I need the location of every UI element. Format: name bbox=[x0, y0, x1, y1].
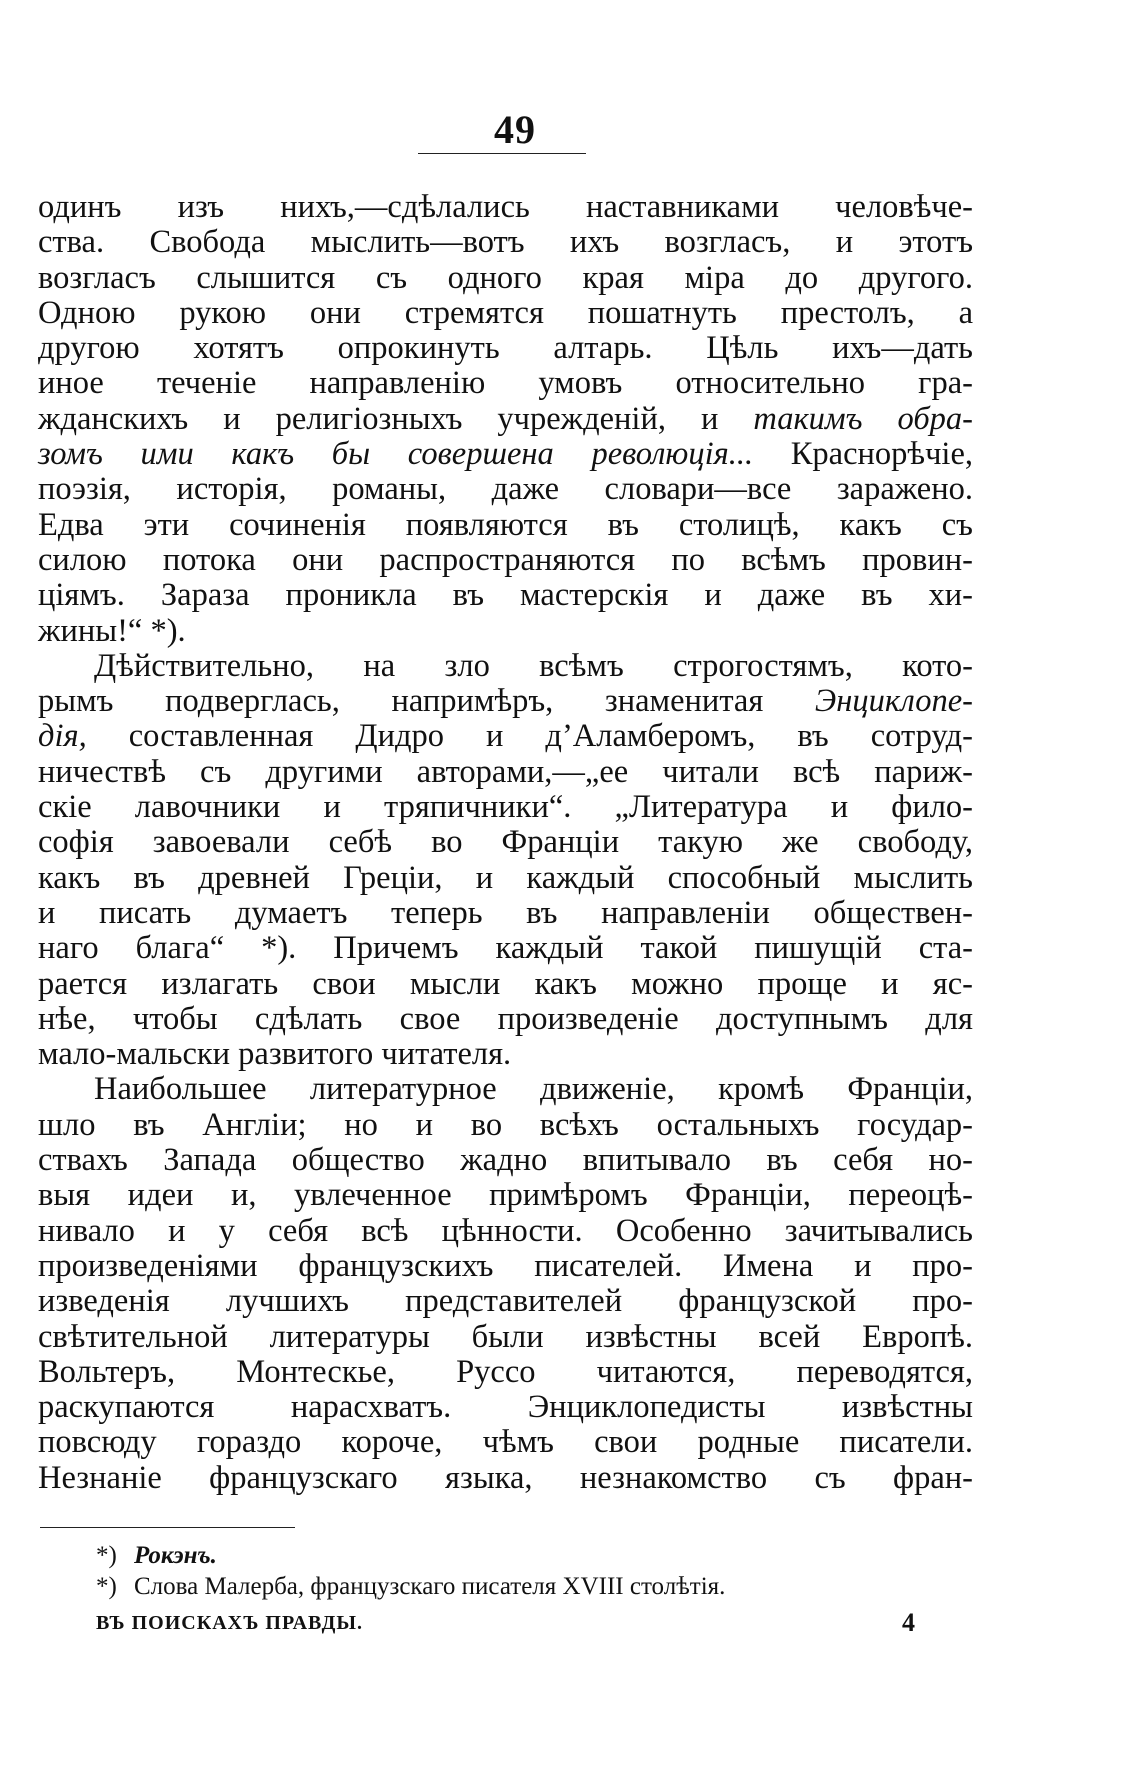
text-line: нѣе, чтобы сдѣлать свое произведеніе доступнымъ для bbox=[38, 1000, 973, 1037]
text-line: скіе лавочники и тряпичники“. „Литература и фило- bbox=[38, 789, 973, 826]
italic-text-fragment: Энциклопе- bbox=[814, 683, 973, 720]
text-line: Незнаніе французскаго языка, незнакомство съ фран- bbox=[38, 1459, 973, 1496]
text-line: шло въ Англіи; но и во всѣхъ остальныхъ государ- bbox=[38, 1106, 973, 1143]
text-line: Дѣйствительно, на зло всѣмъ строгостямъ, кото- bbox=[94, 647, 973, 684]
text-line: ствахъ Запада общество жадно впитывало въ себя но- bbox=[38, 1142, 973, 1179]
page-number-rule bbox=[418, 153, 586, 154]
text-line: Вольтеръ, Монтескье, Руссо читаются, переводятся, bbox=[38, 1353, 973, 1390]
italic-text-fragment: такимъ обра- bbox=[753, 400, 973, 437]
text-line: ства. Свобода мыслить—вотъ ихъ возгласъ, и этотъ bbox=[38, 224, 973, 261]
body-text bbox=[38, 190, 973, 1496]
text-fragment: рымъ подверглась, напримѣръ, знаменитая bbox=[38, 683, 815, 720]
text-line: какъ въ древней Греціи, и каждый способный мыслить bbox=[38, 859, 973, 896]
text-line bbox=[38, 437, 973, 472]
footnotes bbox=[96, 1540, 956, 1602]
text-line: рается излагать свои мысли какъ можно проще и яс- bbox=[38, 965, 973, 1002]
text-line: и писать думаетъ теперь въ направленіи обществен- bbox=[38, 894, 973, 931]
text-fragment: составленная Дидро и д’Аламберомъ, въ сотруд- bbox=[86, 718, 973, 755]
text-line: поэзія, исторія, романы, даже словари—все заражено. bbox=[38, 471, 973, 508]
footnote bbox=[96, 1540, 956, 1571]
text-fragment: Краснорѣчіе, bbox=[753, 436, 973, 473]
text-line: нивало и у себя всѣ цѣнности. Особенно зачитывались bbox=[38, 1212, 973, 1249]
text-line: свѣтительной литературы были извѣстны всей Европѣ. bbox=[38, 1318, 973, 1355]
italic-text-fragment: дія, bbox=[38, 718, 87, 755]
text-line: Едва эти сочиненія появляются въ столицѣ, какъ съ bbox=[38, 506, 973, 543]
text-line: выя идеи и, увлеченное примѣромъ Франціи, переоцѣ- bbox=[38, 1177, 973, 1214]
italic-text-fragment: зомъ ими какъ бы совершена революція... bbox=[38, 436, 754, 473]
text-line: жины!“ *). bbox=[38, 612, 186, 649]
signature-row bbox=[96, 1608, 916, 1640]
text-line: силою потока они распространяются по всѣмъ провин- bbox=[38, 541, 973, 578]
text-line: наго блага“ *). Причемъ каждый такой пишущій ста- bbox=[38, 930, 973, 967]
text-line bbox=[38, 402, 973, 437]
text-line: Наибольшее литературное движеніе, кромѣ Франціи, bbox=[94, 1071, 973, 1108]
text-line bbox=[38, 719, 973, 754]
page-number: 49 bbox=[494, 107, 536, 152]
text-line: ничествѣ съ другими авторами,—„ее читали всѣ париж- bbox=[38, 753, 973, 790]
text-line: повсюду гораздо короче, чѣмъ свои родные писатели. bbox=[38, 1424, 973, 1461]
text-line: иное теченіе направленію умовъ относительно гра- bbox=[38, 365, 973, 402]
text-line: возгласъ слышится съ одного края міра до другого. bbox=[38, 259, 973, 296]
text-line bbox=[38, 684, 973, 719]
text-line: другою хотятъ опрокинуть алтарь. Цѣль ихъ—дать bbox=[38, 330, 973, 367]
footnote-text: Слова Малерба, французскаго писателя XVIII столѣтія. bbox=[134, 1573, 726, 1600]
footnote-text: Рокэнъ. bbox=[134, 1542, 217, 1569]
text-line: мало-мальски развитого читателя. bbox=[38, 1036, 512, 1073]
text-line: произведеніями французскихъ писателей. Имена и про- bbox=[38, 1247, 973, 1284]
text-fragment: жданскихъ и религіозныхъ учрежденій, и bbox=[38, 400, 754, 437]
text-line: софія завоевали себѣ во Франціи такую же свободу, bbox=[38, 824, 973, 861]
footnote-mark: *) bbox=[96, 1542, 117, 1569]
text-line: Одною рукою они стремятся пошатнуть престолъ, а bbox=[38, 294, 973, 331]
text-line: одинъ изъ нихъ,—сдѣлались наставниками человѣче- bbox=[38, 189, 973, 225]
text-line: изведенія лучшихъ представителей французской про- bbox=[38, 1283, 973, 1320]
text-line: ціямъ. Зараза проникла въ мастерскія и даже въ хи- bbox=[38, 577, 973, 614]
footnote bbox=[96, 1571, 956, 1602]
sheet-number: 4 bbox=[902, 1608, 916, 1637]
footnote-rule bbox=[40, 1527, 295, 1528]
text-line: раскупаются нарасхватъ. Энциклопедисты извѣстны bbox=[38, 1389, 973, 1426]
footnote-mark: *) bbox=[96, 1573, 117, 1600]
signature-title: ВЪ ПОИСКАХЪ ПРАВДЫ. bbox=[96, 1612, 364, 1634]
